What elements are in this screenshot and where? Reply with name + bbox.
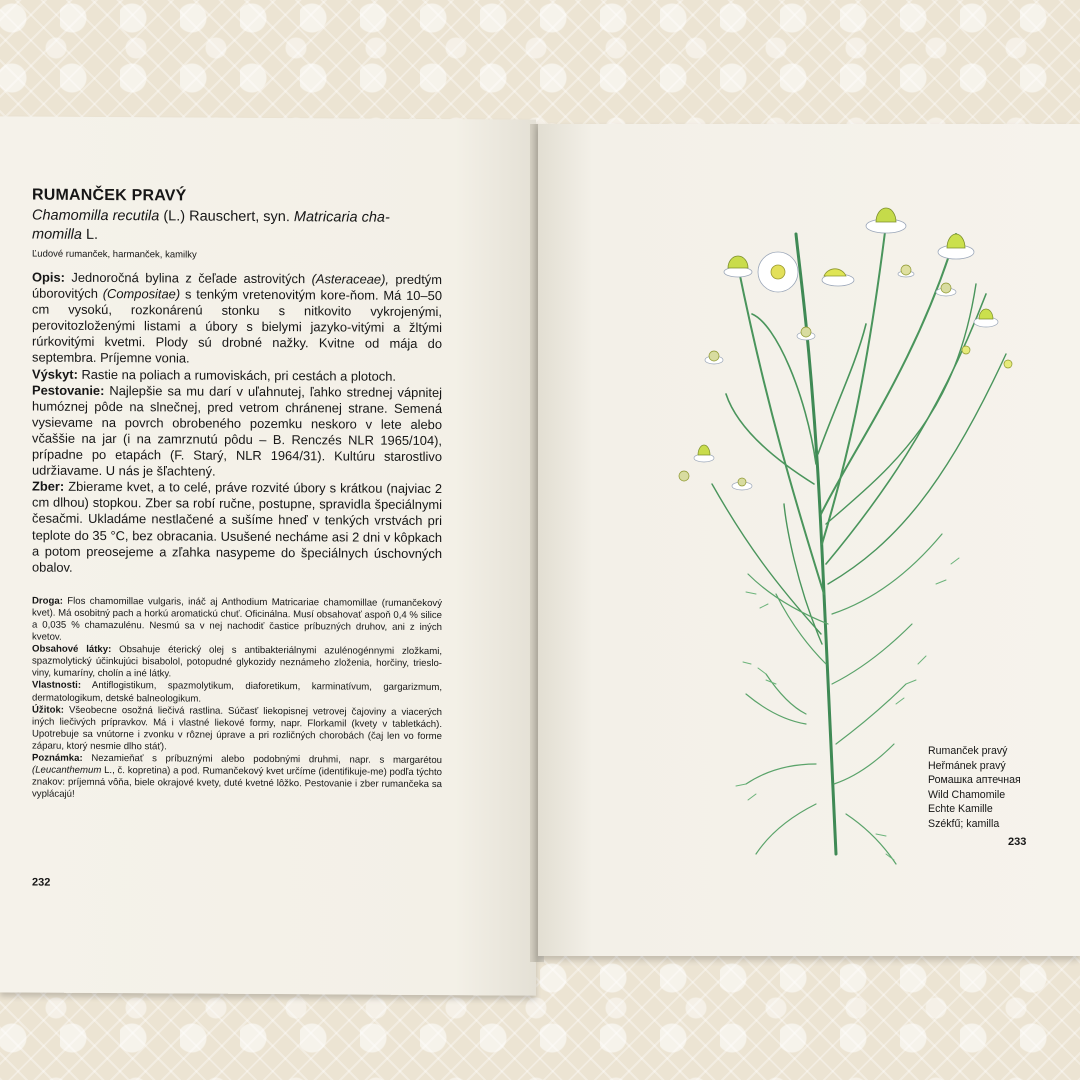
stem-branch-11 xyxy=(826,284,976,524)
latin-synonym-part2: momilla xyxy=(32,226,82,243)
flower-head-15 xyxy=(1004,360,1012,368)
latin-synonym-author: L. xyxy=(81,226,99,243)
left-page-content xyxy=(32,187,442,804)
caption-german: Echte Kamille xyxy=(928,803,993,816)
opis-label: Opis: xyxy=(32,269,65,285)
section-droga xyxy=(32,595,442,646)
flower-head-11 xyxy=(694,445,714,462)
open-book xyxy=(0,118,1080,996)
droga-text: Flos chamomillae vulgaris, ináč aj Anthodium Matricariae chamomillae (rumančekový kvet). Má osobitný pach a horkú aromatickú chuť. Oficinálna. Musí obsahovať aspoň 0,4 % silice a 0,035 % chamazulénu. Nesmú sa v nej nachodiť častice príbuzných druhov, ani z iných kvetov. xyxy=(32,595,442,643)
vyskyt-label: Výskyt: xyxy=(32,366,78,382)
section-pestovanie xyxy=(32,382,442,481)
plant-title: RUMANČEK PRAVÝ xyxy=(32,186,187,205)
obsahove-text: Obsahuje éterický olej s antibakteriálnymi azulénogénnymi zložkami, spazmolytický účinkujúci bisabolol, potopudné glykozidy neznámeho zloženia, horčiny, triesloviny, kumaríny, cholín a iné látky. xyxy=(32,644,442,680)
section-opis xyxy=(32,270,442,369)
poznamka-text-1: Nezamieňať s príbuznými alebo podobnými druhmi, napr. s margarétou xyxy=(82,752,442,767)
plant-caption xyxy=(928,744,1021,832)
droga-label: Droga: xyxy=(32,595,63,607)
flower-head-4 xyxy=(866,208,906,233)
flower-head-13 xyxy=(732,478,752,490)
uzitok-text: Všeobecne osožná liečivá rastlina. Súčasť liekopisnej vetrovej čajoviny a viacerých iných liečivých prípravkov. Má i vlastné liekové formy, napr. Florkamil (kvety v tabletkách). Upotrebuje sa vnútorne i zvonku v rôznej úprave a pri rozličných chorobách (čaj len vo forme záparu, ktorý nesmie dlho stáť). xyxy=(32,704,442,753)
caption-english: Wild Chamomile xyxy=(928,788,1006,801)
vlastnosti-text: Antiflogistikum, spazmolytikum, diaforetikum, karminatívum, gargarizmum, dermatologikum, detské balneologikum. xyxy=(32,680,442,705)
uzitok-label: Úžitok: xyxy=(32,704,64,716)
stem-branch-9 xyxy=(712,484,821,634)
zber-label: Zber: xyxy=(32,478,65,494)
poznamka-label: Poznámka: xyxy=(32,752,83,764)
right-page xyxy=(538,124,1080,956)
vyskyt-text: Rastie na poliach a rumoviskách, pri cestách a plotoch. xyxy=(77,366,397,384)
latin-author: (L.) Rauschert, syn. xyxy=(159,208,294,226)
main-description xyxy=(32,270,442,578)
flower-head-1 xyxy=(724,256,752,277)
opis-text-2: predtým úborovitých xyxy=(32,271,442,302)
poznamka-italic: (Leucanthemum xyxy=(32,764,102,777)
page-number-right: 233 xyxy=(1008,836,1027,848)
opis-text-1: Jednoročná bylina z čeľade astrovitých xyxy=(64,269,312,287)
caption-slovak: Rumanček pravý xyxy=(928,745,1008,757)
flower-head-10 xyxy=(705,351,723,364)
leaf-cluster xyxy=(746,534,942,864)
section-obsahove xyxy=(32,644,442,683)
caption-russian: Ромашка аптечная xyxy=(928,774,1021,787)
opis-italic-2: (Compositae) xyxy=(102,286,181,302)
poznamka-text-2: L., č. kopretina) a pod. Rumančekový kvet určíme (identifikuje-me) podľa týchto znakov: príjemná vôňa, biele okrajové kvety, duté kvetné lôžko. Pestovanie i zber rumančeka sa vyplácajú! xyxy=(32,765,442,801)
stem-branch-7 xyxy=(826,294,986,564)
details-section xyxy=(32,595,442,803)
opis-italic-1: (Asteraceae), xyxy=(311,271,389,287)
flower-head-3 xyxy=(822,269,854,286)
zber-text: Zbierame kvet, a to celé, práve rozvité úbory s krátkou (najviac 2 cm dlhou) stopkou. Zber sa robí ručne, postupne, spravidla špeciálnymi česačmi. Ukladáme nestlačené a sušíme hneď v tenkých vrstvách pri teplote do 35 °C, bez obracania. Usušené necháme asi 2 dni v kôpkach a potom preosejeme a zľahka nasypeme do špeciálnych úschovných obalov. xyxy=(32,478,442,575)
section-uzitok xyxy=(32,704,442,755)
flower-head-12 xyxy=(679,471,689,481)
left-page xyxy=(0,116,536,995)
pestovanie-text: Najlepšie sa mu darí v uľahnutej, ľahko strednej vápnitej humóznej pôde na slnečnej, pred vetrom chránenej strane. Semená vysievame na povrch obrobeného pozemku neskoro v lete alebo včaššie na jar (i na zamrznutú pôdu – B. Renczés NLR 1965/104), prípadne po etapách (F. Starý, NLR 1964/31). Kultúru starostlivo udržiavame. U nás je šľachtený. xyxy=(32,382,442,479)
latin-name xyxy=(32,207,442,248)
latin-genus-species: Chamomilla recutila xyxy=(32,207,160,225)
pestovanie-label: Pestovanie: xyxy=(32,382,105,398)
section-zber xyxy=(32,479,442,578)
page-number-left: 232 xyxy=(32,876,51,889)
stem-branch-8 xyxy=(828,354,1006,584)
opis-text-3: s tenkým vretenovitým kore-ňom. Má 10–50 cm vysokú, rozkonárenú stonku s nitkovito vykrojenými, perovitozloženými listami a úbory s bielymi jazyko-vitými a žltými rúrkovitými kvetmi. Plody sú drobné nažky. Kvitne od mája do septembra. Príjemne vonia. xyxy=(32,286,442,366)
folk-names: Ľudové rumanček, harmanček, kamilky xyxy=(32,248,197,261)
stem-branch-1 xyxy=(738,266,824,594)
flower-head-9 xyxy=(797,327,815,340)
flower-head-14 xyxy=(962,346,970,354)
flower-heads xyxy=(679,208,1012,490)
main-stem xyxy=(796,234,836,854)
flower-head-6 xyxy=(898,265,914,277)
caption-czech: Heřmánek pravý xyxy=(928,759,1006,772)
stem-branch-6 xyxy=(818,324,866,454)
flower-head-8 xyxy=(974,309,998,327)
vlastnosti-label: Vlastnosti: xyxy=(32,679,82,692)
caption-hungarian: Székfű; kamilla xyxy=(928,817,1000,830)
obsahove-label: Obsahové látky: xyxy=(32,643,112,656)
flower-head-2 xyxy=(758,252,798,292)
section-vlastnosti xyxy=(32,680,442,707)
latin-synonym-part1: Matricaria cha- xyxy=(293,209,390,226)
flower-head-5 xyxy=(938,234,974,259)
section-poznamka xyxy=(32,753,442,804)
